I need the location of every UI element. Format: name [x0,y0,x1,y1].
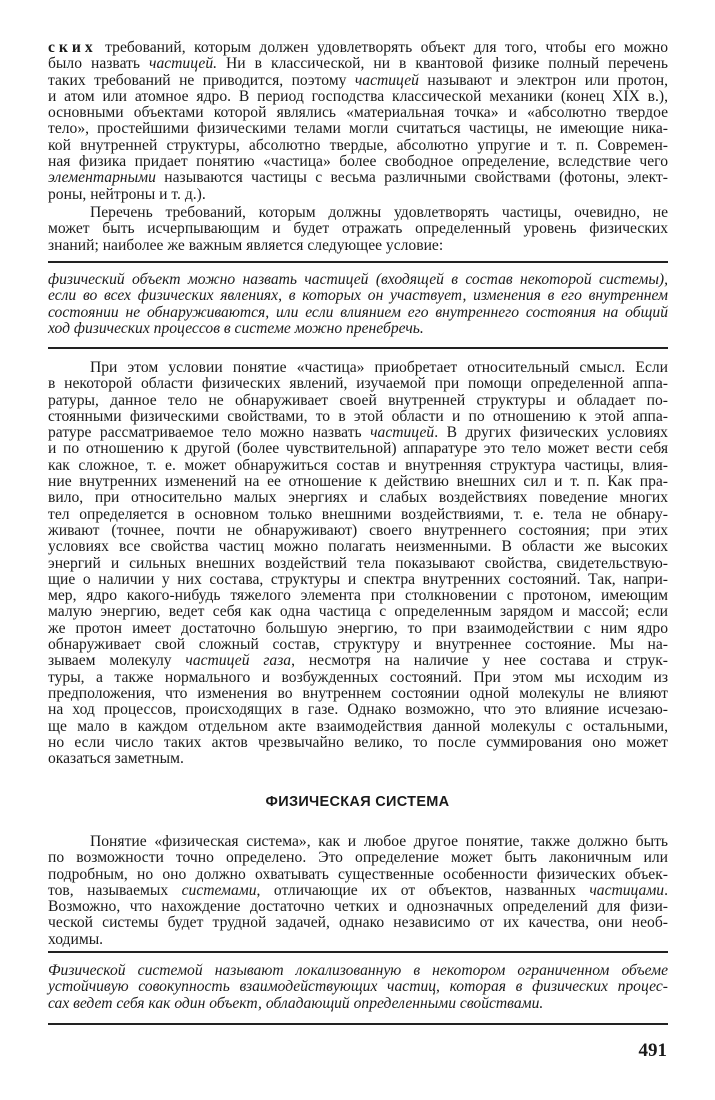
text-segment: подробным, но оно должно охватывать существенные особенности физических объек- [48,865,668,883]
text-segment: по возможности точно определено. Это определение может быть лаконичным или [48,849,668,867]
text-segment: живают (точнее, почти не обнаруживают) своего внутреннего состояния; при этих [48,521,668,539]
text-segment: физический объект можно назвать частицей (входящей в состав некоторой системы), [48,271,668,288]
text-line [48,409,668,425]
text-line [48,507,668,523]
text-line [48,556,668,572]
text-line [48,288,668,304]
text-line [48,458,668,474]
text-segment: было назвать [48,55,150,73]
text-segment: как сложное, т. е. может обнаружиться состав и внутренняя структура частицы, влия- [48,456,668,474]
text-segment: ратуре рассматриваемое тело можно назвать [48,424,371,442]
text-segment: малую энергию, ведет себя как одна частица с определенным зарядом и массой; если [48,603,668,621]
text-line [48,187,668,203]
text-segment: роны, нейтроны и т. д.). [48,185,206,203]
text-line [48,572,668,588]
divider-rule [48,347,668,349]
text-line [48,702,668,718]
text-line [48,305,668,321]
text-line [48,238,668,254]
divider-rule [48,261,668,263]
text-segment: Возможно, что нахождение достаточно четких и однозначных определений для физи- [48,898,668,916]
text-line [48,867,668,883]
text-segment: , несмотря на наличие у нее состава и струк- [291,652,668,670]
text-segment: Понятие «физическая система», как и любое другое понятие, также должно быть [90,833,668,850]
text-line [48,360,668,376]
text-segment: системами [181,881,257,899]
text-segment: туры, а также нормального и возбужденных состояний. При этом мы исходим из [48,668,668,686]
text-segment: . [664,881,668,899]
text-line [48,834,668,850]
text-line [48,40,668,56]
text-line [48,105,668,121]
text-line [48,56,668,72]
text-segment: ских [48,39,97,56]
text-line [48,979,668,995]
page-number: 491 [638,1040,667,1061]
text-segment: мер, ядро какого-нибудь тяжелого элемента при столкновении с протоном, имеющим [48,587,668,605]
text-segment: частицей [354,71,419,89]
text-segment: но если число таких актов чрезвычайно велико, то после суммирования оно может [48,733,668,751]
text-segment: частицами [589,881,665,899]
definition-physical-system [48,963,668,1012]
text-line [48,138,668,154]
text-line [48,89,668,105]
text-line [48,719,668,735]
text-line [48,474,668,490]
text-line [48,686,668,702]
text-segment: оказаться заметным. [48,750,184,768]
text-line [48,751,668,767]
text-segment: основными объектами которой являлись «материальная точка» и «абсолютно твердое [48,104,668,122]
text-line [48,850,668,866]
text-line [48,376,668,392]
text-segment: энергий и сильных внешних воздействий тела показывают свойства, свидетельствую- [48,554,668,572]
paragraph-2 [48,205,668,254]
text-segment: ход физических процессов в системе можно пренебречь. [48,319,424,337]
text-segment: Перечень требований, которым должны удовлетворять частицы, очевидно, не [90,204,668,221]
text-segment: условиях все свойства частиц можно полагать неизменными. В области же высоких [48,538,668,556]
text-segment: щие о наличии у них состава, структуры и спектра внутренних состояний. Так, напри- [48,570,668,588]
text-segment: может быть исчерпывающим и будет отражать определенный уровень физических [48,220,668,238]
text-segment: тов, называемых [48,881,182,899]
text-segment: сах ведет себя как один объект, обладающий определенными свойствами. [48,994,544,1012]
text-segment: , отличающие их от объектов, названных [256,881,590,899]
text-line [48,621,668,637]
text-segment: знаний; наиболее же важным является следующее условие: [48,236,444,254]
text-line [48,272,668,288]
text-line [48,441,668,457]
text-segment: кой внутренней структуры, абсолютно твердые, абсолютно упругие и т. п. Современ- [48,136,668,154]
text-segment: на ход процессов, происходящих в газе. Однако возможно, что это влияние исчезаю- [48,701,668,719]
text-segment: зываем молекулу [48,652,186,670]
text-line [48,735,668,751]
text-line [48,899,668,915]
paragraph-4 [48,834,668,948]
paragraph-1 [48,40,668,203]
text-line [48,73,668,89]
text-segment: предположения, что изменения во внутреннем состоянии одной молекулы не влияют [48,684,668,702]
text-segment: состоянии не обнаруживаются, или если влиянием его внутреннего состояния на общий [48,303,668,321]
text-segment: При этом условии понятие «частица» приобретает относительный смысл. Если [90,359,668,376]
divider-rule [48,1023,668,1025]
text-segment: элементарными [48,169,156,187]
text-line [48,121,668,137]
text-line [48,321,668,337]
text-segment: ческой системы будет трудной задачей, однако независимо от их качества, они необ- [48,914,668,932]
paragraph-3 [48,360,668,767]
text-line [48,523,668,539]
text-segment: тел определяется в основном только внешними воздействиями, т. е. тела не обнару- [48,505,668,523]
text-segment: частицей. [149,55,218,73]
text-line [48,154,668,170]
text-segment: ходимы. [48,930,104,948]
text-segment: таких требований не приводится, поэтому [48,71,355,89]
text-segment: если во всех физических явлениях, в которых он участвует, изменения в его внутреннем [48,287,668,305]
text-line [48,588,668,604]
text-segment: требований, которым должен удовлетворять объект для того, чтобы его можно [96,39,668,56]
text-segment: называют и электрон или протон, [418,71,668,89]
text-line [48,221,668,237]
text-line [48,996,668,1012]
text-segment: в некоторой области физических явлений, изучаемой при помощи определенной аппа- [48,375,668,393]
text-segment: же протон имеет достаточно большую энергию, то при взаимодействии с ним ядро [48,619,668,637]
text-segment: . В других физических условиях [434,424,668,442]
divider-rule [48,951,668,953]
text-segment: и атом или атомное ядро. В период господства классической механики (конец XIX в.), [48,87,668,105]
text-segment: называются частицы с весьма различными свойствами (фотоны, элект- [155,169,668,187]
text-segment: ние внутренних изменений на ее отношение к действию внешних сил и т. п. Как пра- [48,473,668,491]
text-segment: тело», простейшими физическими телами могли считаться частицы, не имеющие ника- [48,120,668,138]
section-heading: ФИЗИЧЕСКАЯ СИСТЕМА [265,794,450,810]
text-segment: устойчивую совокупность взаимодействующих частиц, которая в физических процес- [48,978,668,996]
text-segment: вило, при относительно малых энергиях и слабых воздействиях поведение многих [48,489,668,507]
definition-particle [48,272,668,337]
text-line [48,393,668,409]
text-segment: Ни в классической, ни в квантовой физике полный перечень [217,55,668,73]
text-line [48,963,668,979]
text-line [48,637,668,653]
text-segment: Физической системой называют локализованную в некотором ограниченном объеме [48,962,668,979]
text-segment: стоянными физическими свойствами, то в этой области и по отношению к этой аппа- [48,407,668,425]
text-line [48,490,668,506]
text-line [48,205,668,221]
text-segment: ная физика придает понятию «частица» более свободное определение, вследствие чего [48,153,668,171]
text-line [48,604,668,620]
text-segment: частицей газа [185,652,292,670]
text-line [48,915,668,931]
text-segment: обнаруживает свой сложный состав, структуру и внутреннее состояние. Мы на- [48,636,668,654]
text-segment: частицей [370,424,435,442]
text-segment: ще мало в каждом отдельном акте взаимодействия данной молекулы с остальными, [48,717,668,735]
text-line [48,670,668,686]
text-segment: ратуры, данное тело не обнаруживает своей внутренней структуры и обладает по- [48,391,668,409]
text-line [48,883,668,899]
text-line [48,425,668,441]
text-line [48,653,668,669]
text-line [48,170,668,186]
text-line [48,932,668,948]
text-segment: и по отношению к другой (более чувствительной) аппаратуре это тело может вести себя [48,440,668,458]
text-line [48,539,668,555]
